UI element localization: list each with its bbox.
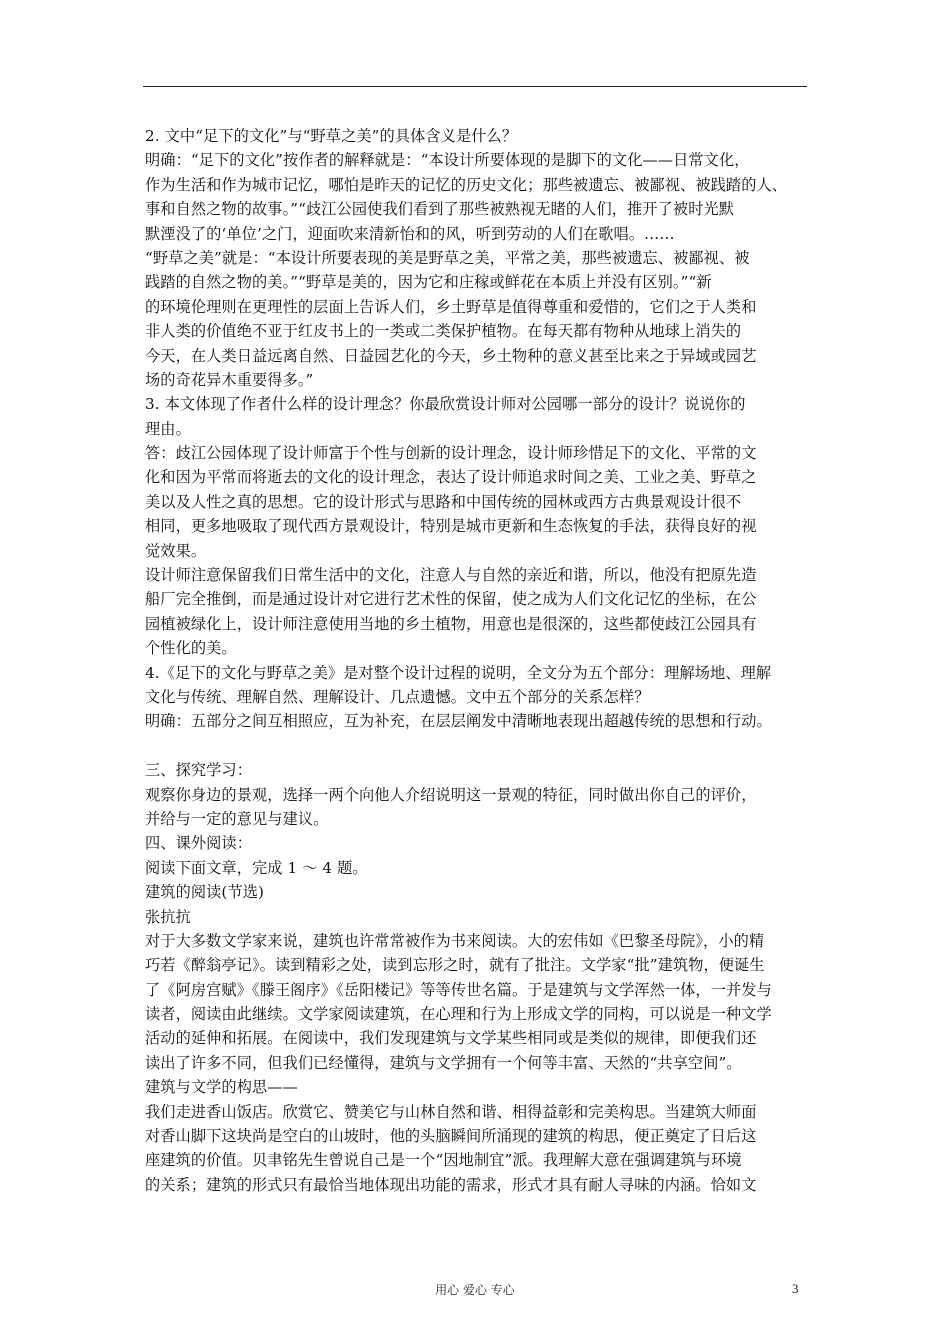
text-line: 园植被绿化上，设计师注意使用当地的乡土植物，用意也是很深的，这些都使歧江公园具有	[145, 614, 757, 633]
text-line: 四、课外阅读：	[145, 834, 253, 853]
text-line: 了《阿房宫赋》《滕王阁序》《岳阳楼记》等等传世名篇。于是建筑与文学浑然一体，一并发与	[145, 980, 772, 999]
text-line: 默湮没了的‘单位’之门，迎面吹来清新怡和的风，听到劳动的人们在歌唱。……	[145, 224, 675, 243]
text-line: 场的奇花异木重要得多。”	[145, 370, 314, 389]
text-line: 的关系；建筑的形式只有最恰当地体现出功能的需求，形式才具有耐人寻味的内涵。恰如文	[145, 1175, 757, 1194]
text-line: 美以及人性之真的思想。它的设计形式与思路和中国传统的园林或西方古典景观设计很不	[145, 492, 742, 511]
text-line: 事和自然之物的故事。”“歧江公园使我们看到了那些被熟视无睹的人们，推开了被时光默	[145, 200, 735, 219]
text-line: 4.《足下的文化与野草之美》是对整个设计过程的说明，全文分为五个部分：理解场地、理解	[145, 663, 772, 682]
text-line: 阅读下面文章，完成 1 ～ 4 题。	[145, 858, 368, 877]
text-line: 活动的延伸和拓展。在阅读中，我们发现建筑与文学某些相同或是类似的规律，即便我们还	[145, 1029, 757, 1048]
text-line: “野草之美”就是：“本设计所要表现的美是野草之美，平常之美，那些被遗忘、被鄙视、被	[145, 248, 750, 267]
header-rule	[143, 86, 807, 87]
text-line: 答：歧江公园体现了设计师富于个性与创新的设计理念，设计师珍惜足下的文化、平常的文	[145, 444, 757, 463]
text-line: 张抗抗	[145, 907, 191, 926]
text-line: 读出了许多不同，但我们已经懂得，建筑与文学拥有一个何等丰富、天然的“共享空间”。	[145, 1053, 742, 1072]
text-line: 今天，在人类日益远离自然、日益园艺化的今天，乡土物种的意义甚至比来之于异域或园艺	[145, 346, 757, 365]
text-line: 设计师注意保留我们日常生活中的文化，注意人与自然的亲近和谐，所以，他没有把原先造	[145, 566, 757, 585]
text-line: 座建筑的价值。贝聿铭先生曾说自己是一个“因地制宜”派。我理解大意在强调建筑与环境	[145, 1151, 742, 1170]
page-number: 3	[792, 1281, 799, 1296]
text-line: 相同，更多地吸取了现代西方景观设计，特别是城市更新和生态恢复的手法，获得良好的视	[145, 517, 757, 536]
text-line: 观察你身边的景观，选择一两个向他人介绍说明这一景观的特征，同时做出你自己的评价，	[145, 785, 757, 804]
text-line: 读者，阅读由此继续。文学家阅读建筑，在心理和行为上形成文学的同构，可以说是一种文学	[145, 1005, 772, 1024]
text-line: 巧若《醉翁亭记》。读到精彩之处，读到忘形之时，就有了批注。文学家“批”建筑物，便诞生	[145, 956, 765, 975]
text-line: 对香山脚下这块尚是空白的山坡时，他的头脑瞬间所涌现的建筑的构思，便正奠定了日后这	[145, 1127, 757, 1146]
text-line: 三、探究学习：	[145, 761, 253, 780]
text-line	[145, 734, 809, 758]
text-line: 3. 本文体现了作者什么样的设计理念？你最欣赏设计师对公园哪一部分的设计？说说你的	[145, 395, 746, 414]
text-line: 化和因为平常而将逝去的文化的设计理念，表达了设计师追求时间之美、工业之美、野草之	[145, 468, 757, 487]
text-line: 非人类的价值绝不亚于红皮书上的一类或二类保护植物。在每天都有物种从地球上消失的	[145, 322, 742, 341]
text-line: 并给与一定的意见与建议。	[145, 809, 329, 828]
document-body	[145, 124, 809, 1197]
text-line: 作为生活和作为城市记忆，哪怕是昨天的记忆的历史文化；那些被遗忘、被鄙视、被践踏的人、	[145, 175, 788, 194]
text-line: 对于大多数文学家来说，建筑也许常常被作为书来阅读。大的宏伟如《巴黎圣母院》，小的精	[145, 931, 765, 950]
text-line: 觉效果。	[145, 541, 207, 560]
text-line: 船厂完全推倒，而是通过设计对它进行艺术性的保留，使之成为人们文化记忆的坐标，在公	[145, 590, 757, 609]
text-line: 文化与传统、理解自然、理解设计、几点遗憾。文中五个部分的关系怎样？	[145, 687, 650, 706]
text-line: 理由。	[145, 419, 191, 438]
text-line: 我们走进香山饭店。欣赏它、赞美它与山林自然和谐、相得益彰和完美构思。当建筑大师面	[145, 1102, 757, 1121]
text-line: 明确：五部分之间互相照应，互为补充，在层层阐发中清晰地表现出超越传统的思想和行动。	[145, 712, 772, 731]
text-line: 建筑的阅读(节选)	[145, 883, 265, 902]
text-line: 2. 文中“足下的文化”与“野草之美”的具体含义是什么？	[145, 127, 518, 145]
footer-motto: 用心 爱心 专心	[435, 1283, 515, 1297]
text-line: 践踏的自然之物的美。”“野草是美的，因为它和庄稼或鲜花在本质上并没有区别。”“新	[145, 273, 712, 292]
text-line: 个性化的美。	[145, 639, 237, 658]
text-line: 明确：“足下的文化”按作者的解释就是：“本设计所要体现的是脚下的文化——日常文化，	[145, 151, 750, 170]
text-line: 的环境伦理则在更理性的层面上告诉人们，乡土野草是值得尊重和爱惜的，它们之于人类和	[145, 297, 757, 316]
text-line: 建筑与文学的构思——	[145, 1078, 298, 1097]
